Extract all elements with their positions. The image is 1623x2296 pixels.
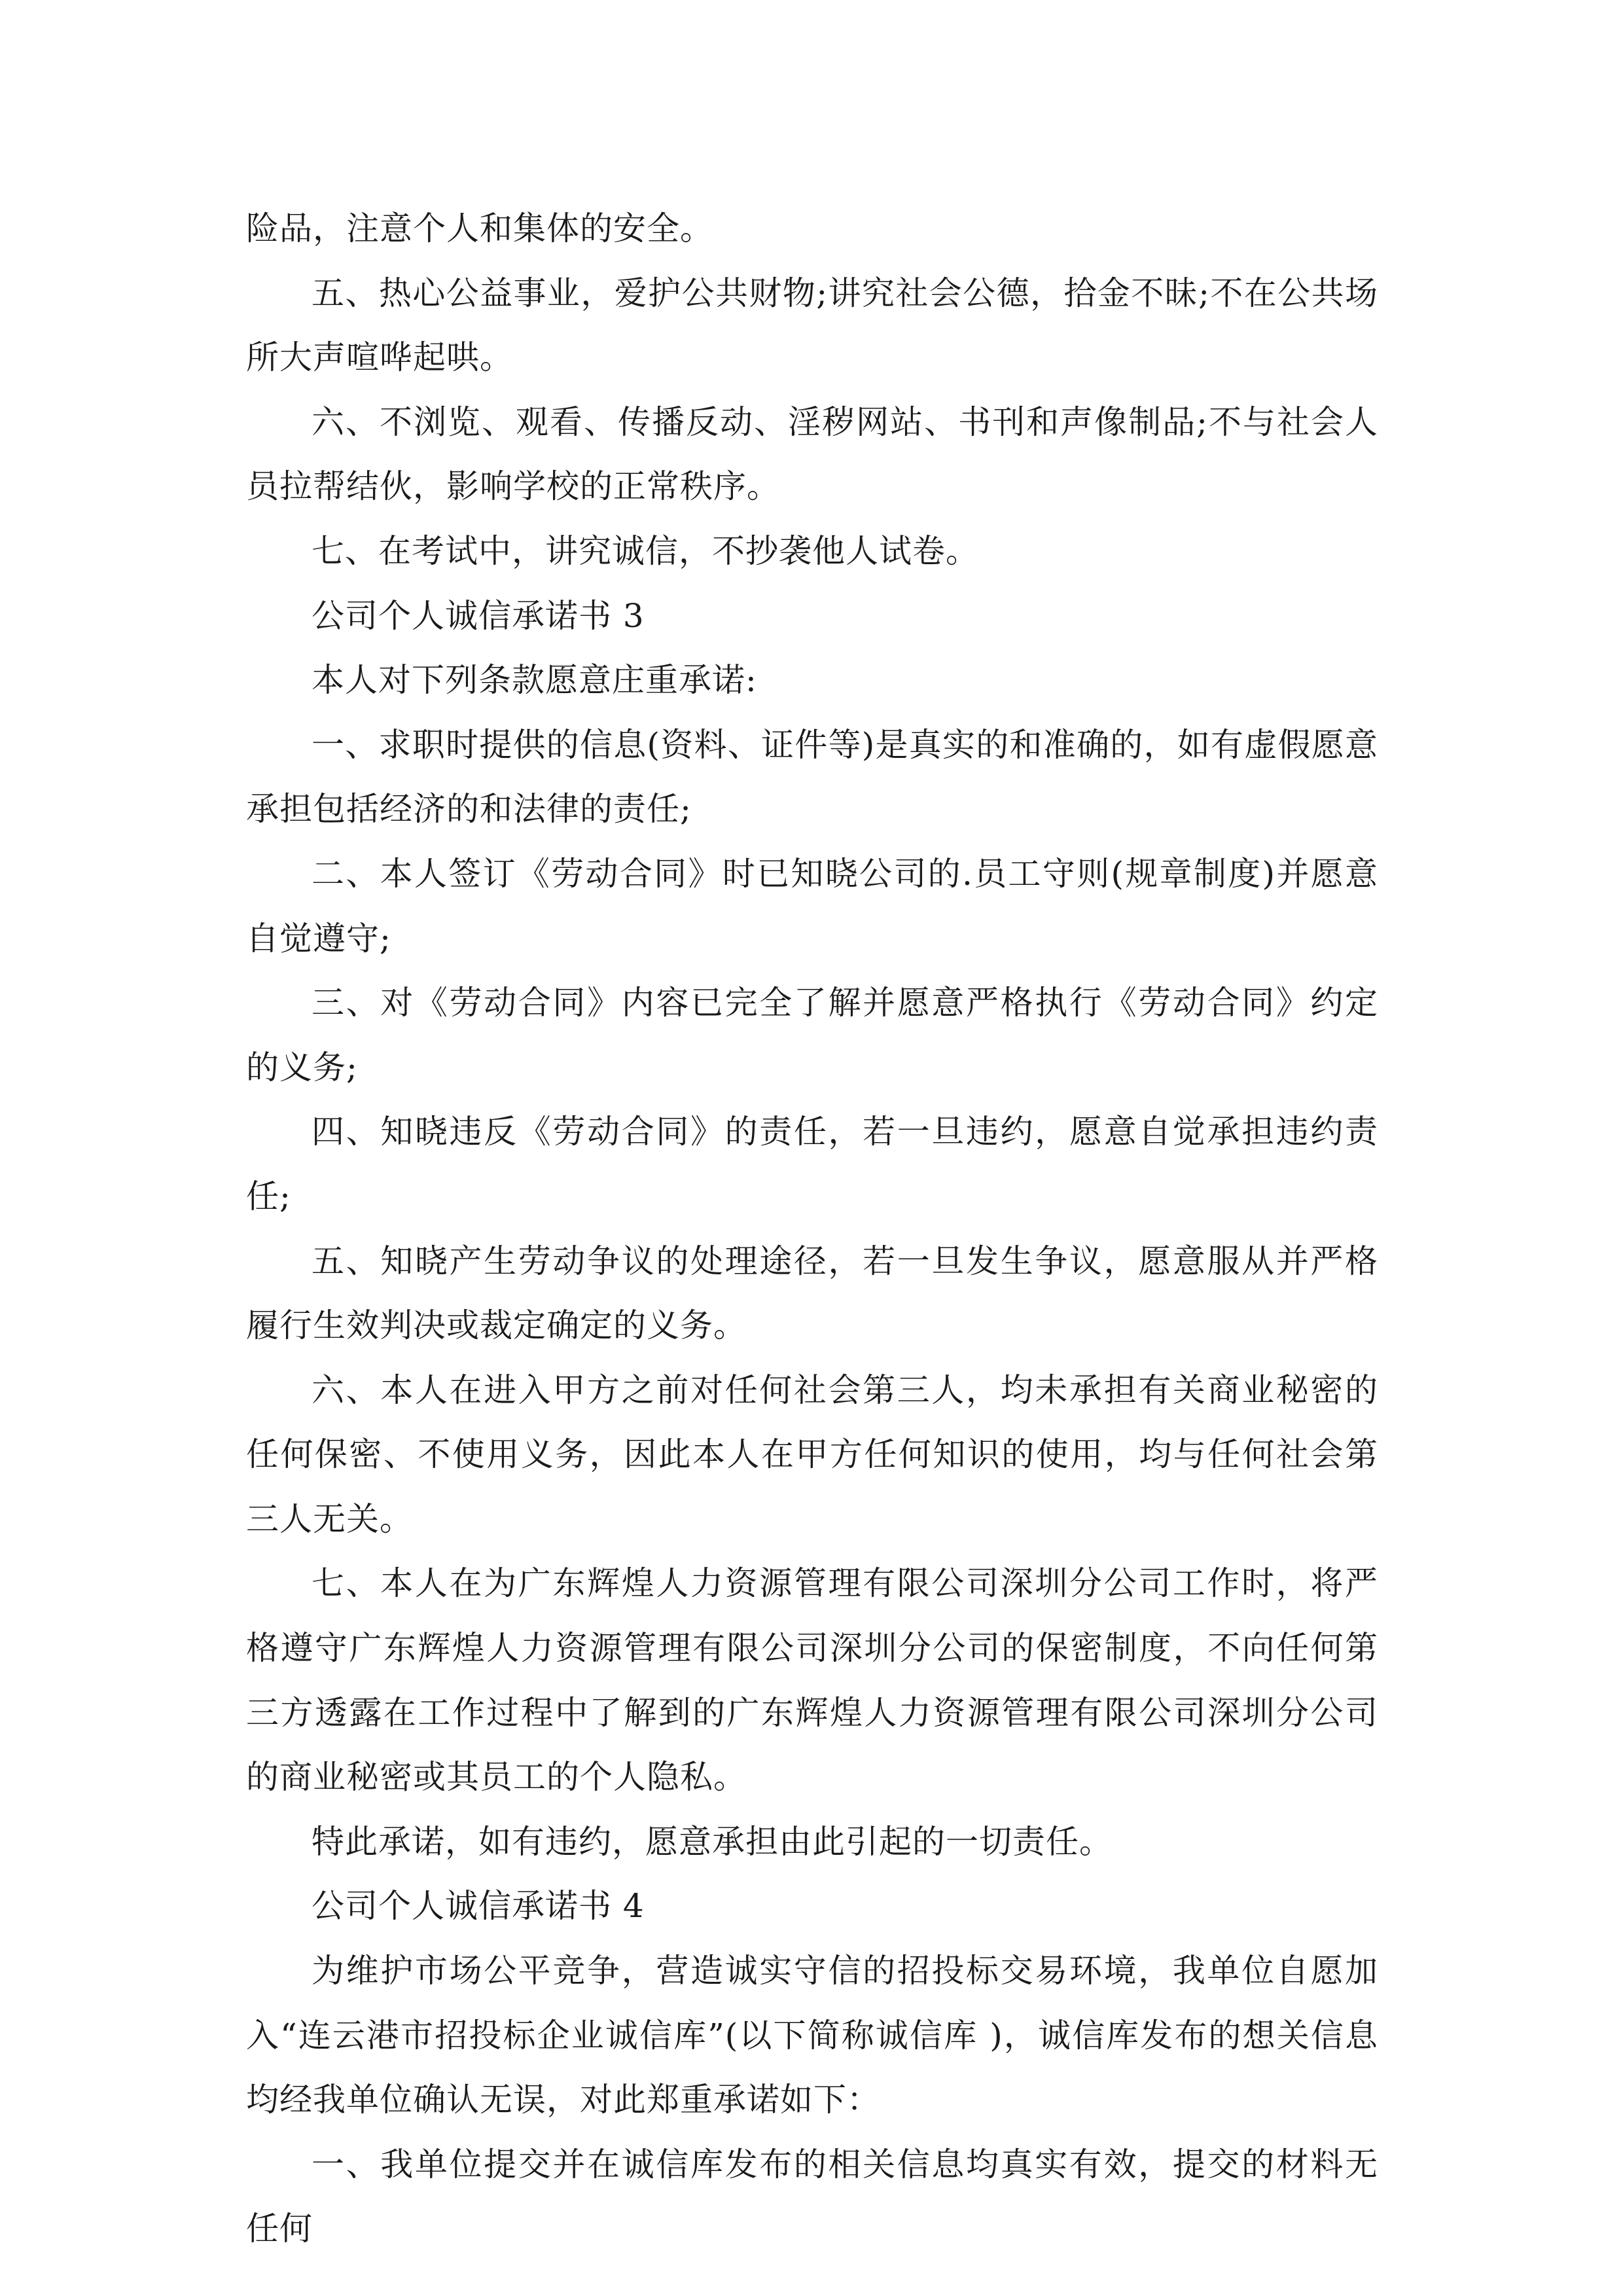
paragraph: 二、本人签订《劳动合同》时已知晓公司的.员工守则(规章制度)并愿意自觉遵守; [246,854,1378,958]
paragraph: 三、对《劳动合同》内容已完全了解并愿意严格执行《劳动合同》约定的义务; [246,984,1378,1086]
paragraph: 七、本人在为广东辉煌人力资源管理有限公司深圳分公司工作时，将严格遵守广东辉煌人力资源管理有限公司深圳分公司的保密制度，不向任何第三方透露在工作过程中了解到的广东辉煌人力资源管理有限公司深圳分公司的商业秘密或其员工的个人隐私。 [246,1564,1378,1797]
paragraph: 特此承诺，如有违约，愿意承担由此引起的一切责任。 [312,1822,1113,1861]
paragraph: 本人对下列条款愿意庄重承诺: [312,661,757,700]
paragraph: 为维护市场公平竞争，营造诚实守信的招投标交易环境，我单位自愿加入“连云港市招投标企业诚信库”(以下简称诚信库 )，诚信库发布的想关信息均经我单位确认无误，对此郑重承诺如下： [246,1952,1378,2119]
paragraph: 五、知晓产生劳动争议的处理途径，若一旦发生争议，愿意服从并严格履行生效判决或裁定确定的义务。 [246,1242,1378,1345]
section-heading: 公司个人诚信承诺书 3 [312,596,645,635]
paragraph: 五、热心公益事业，爱护公共财物;讲究社会公德，拾金不昧;不在公共场所大声喧哗起哄。 [246,274,1378,377]
paragraph: 一、我单位提交并在诚信库发布的相关信息均真实有效，提交的材料无任何 [246,2145,1378,2248]
document-body [246,196,1378,2261]
paragraph: 七、在考试中，讲究诚信，不抄袭他人试卷。 [312,531,979,570]
paragraph: 六、不浏览、观看、传播反动、淫秽网站、书刊和声像制品;不与社会人员拉帮结伙，影响学校的正常秩序。 [246,403,1378,506]
paragraph: 四、知晓违反《劳动合同》的责任，若一旦违约，愿意自觉承担违约责任; [246,1113,1378,1215]
paragraph: 一、求职时提供的信息(资料、证件等)是真实的和准确的，如有虚假愿意承担包括经济的和法律的责任; [246,725,1378,829]
paragraph: 六、本人在进入甲方之前对任何社会第三人，均未承担有关商业秘密的任何保密、不使用义务，因此本人在甲方任何知识的使用，均与任何社会第三人无关。 [246,1371,1378,1538]
paragraph: 险品，注意个人和集体的安全。 [246,209,713,247]
section-heading: 公司个人诚信承诺书 4 [312,1887,645,1926]
